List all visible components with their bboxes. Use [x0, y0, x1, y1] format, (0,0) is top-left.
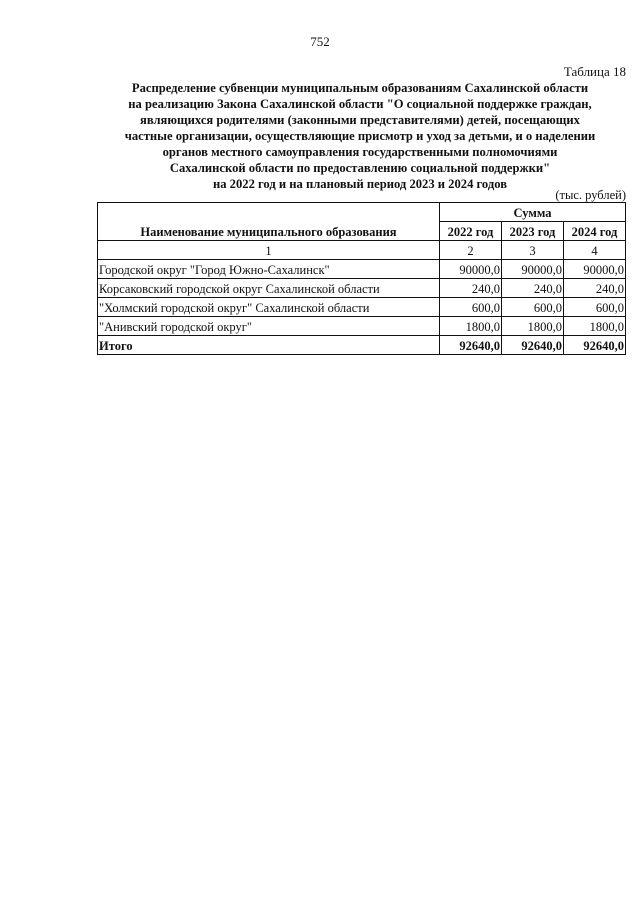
- value-2023: 90000,0: [502, 260, 564, 279]
- municipality-name: "Холмский городской округ" Сахалинской области: [98, 298, 440, 317]
- title-line: Распределение субвенции муниципальным образованиям Сахалинской области: [131, 81, 589, 95]
- subvention-table: [97, 202, 626, 355]
- value-2024: 90000,0: [564, 260, 626, 279]
- column-number: 3: [502, 241, 564, 260]
- title-line: на реализацию Закона Сахалинской области "О социальной поддержке граждан,: [128, 97, 592, 111]
- value-2022: 600,0: [440, 298, 502, 317]
- table-label: Таблица 18: [563, 64, 626, 79]
- header-row: [98, 203, 626, 222]
- municipality-name: Корсаковский городской округ Сахалинской области: [98, 279, 440, 298]
- title-line: органов местного самоуправления государственными полномочиями: [162, 145, 558, 159]
- title-line: на 2022 год и на плановый период 2023 и 2024 годов: [212, 177, 508, 191]
- column-number-row: [98, 241, 626, 260]
- value-2023: 240,0: [502, 279, 564, 298]
- title-line: Сахалинской области по предоставлению социальной поддержки": [169, 161, 551, 175]
- table-row: [98, 298, 626, 317]
- total-2023: 92640,0: [502, 336, 564, 355]
- column-header-year-2022: 2022 год: [440, 222, 502, 241]
- value-2024: 600,0: [564, 298, 626, 317]
- title-line: являющихся родителями (законными представителями) детей, посещающих: [140, 113, 580, 127]
- value-2023: 1800,0: [502, 317, 564, 336]
- total-label: Итого: [98, 336, 440, 355]
- table-row: [98, 317, 626, 336]
- value-2024: 240,0: [564, 279, 626, 298]
- column-number: 4: [564, 241, 626, 260]
- value-2022: 240,0: [440, 279, 502, 298]
- column-header-sum: Сумма: [440, 203, 626, 222]
- value-2023: 600,0: [502, 298, 564, 317]
- municipality-name: Городской округ "Город Южно-Сахалинск": [98, 260, 440, 279]
- table-row: [98, 260, 626, 279]
- column-header-year-2024: 2024 год: [564, 222, 626, 241]
- municipality-name: "Анивский городской округ": [98, 317, 440, 336]
- value-2024: 1800,0: [564, 317, 626, 336]
- title-line: частные организации, осуществляющие присмотр и уход за детьми, и о наделении: [124, 129, 596, 143]
- value-2022: 90000,0: [440, 260, 502, 279]
- column-header-year-2023: 2023 год: [502, 222, 564, 241]
- total-2024: 92640,0: [564, 336, 626, 355]
- total-row: [98, 336, 626, 355]
- units-note: (тыс. рублей): [555, 188, 626, 202]
- table-row: [98, 279, 626, 298]
- page-number: 752: [310, 34, 330, 49]
- column-number: 2: [440, 241, 502, 260]
- document-title: [100, 80, 620, 192]
- total-2022: 92640,0: [440, 336, 502, 355]
- column-number: 1: [98, 241, 440, 260]
- value-2022: 1800,0: [440, 317, 502, 336]
- column-header-name: Наименование муниципального образования: [98, 203, 440, 241]
